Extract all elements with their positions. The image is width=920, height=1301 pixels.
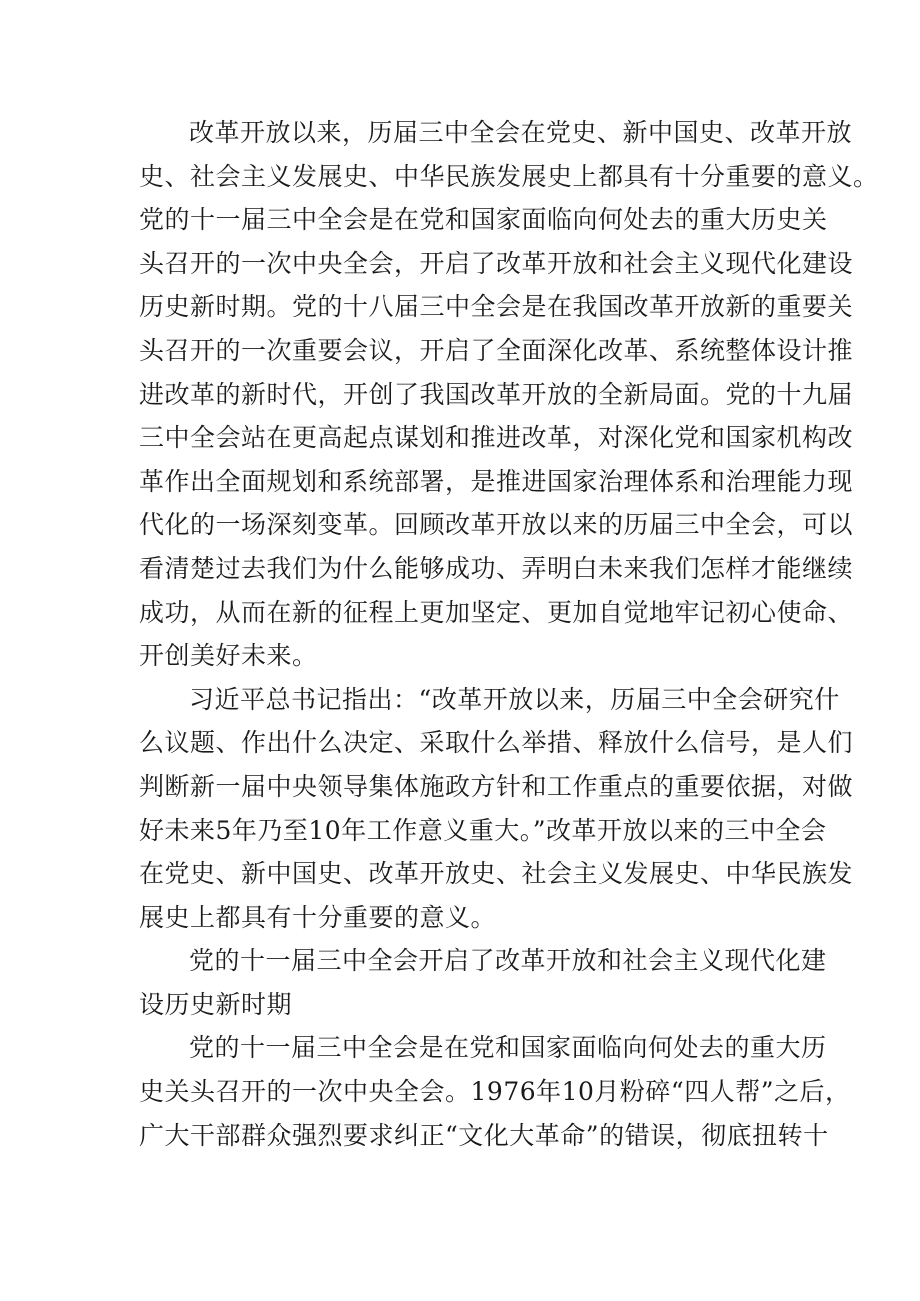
paragraph-1-line: 头召开的一次重要会议，开启了全面深化改革、系统整体设计推 [139,335,854,365]
paragraph-2-line: 判断新一届中央领导集体施政方针和工作重点的重要依据，对做 [139,771,854,801]
paragraph-3-line: 广大干部群众强烈要求纠正“文化大革命”的错误，彻底扭转十 [139,1120,829,1150]
paragraph-1-line: 三中全会站在更高起点谋划和推进改革，对深化党和国家机构改 [139,423,854,453]
paragraph-2-line: 展史上都具有十分重要的意义。 [139,902,497,932]
paragraph-2-line: 习近平总书记指出：“改革开放以来，历届三中全会研究什 [189,684,840,714]
paragraph-1-line: 改革开放以来，历届三中全会在党史、新中国史、改革开放 [189,118,853,147]
paragraph-1-line: 成功，从而在新的征程上更加坚定、更加自觉地牢记初心使命、 [139,597,854,627]
paragraph-1-line: 史、社会主义发展史、中华民族发展史上都具有十分重要的意义。 [139,161,879,191]
paragraph-1-line: 进改革的新时代，开创了我国改革开放的全新局面。党的十九届 [139,379,854,409]
paragraph-1-line: 代化的一场深刻变革。回顾改革开放以来的历届三中全会，可以 [139,510,854,540]
section-heading-line: 党的十一届三中全会开启了改革开放和社会主义现代化建 [189,946,827,976]
paragraph-1-line: 看清楚过去我们为什么能够成功、弄明白未来我们怎样才能继续 [139,553,854,583]
section-heading-line: 设历史新时期 [139,989,293,1019]
paragraph-3-line: 党的十一届三中全会是在党和国家面临向何处去的重大历 [189,1033,827,1063]
paragraph-1-line: 革作出全面规划和系统部署，是推进国家治理体系和治理能力现 [139,466,854,496]
paragraph-1-line: 党的十一届三中全会是在党和国家面临向何处去的重大历史关 [139,205,828,235]
paragraph-2-line: 好未来5年乃至10年工作意义重大。”改革开放以来的三中全会 [139,815,827,845]
paragraph-2-line: 在党史、新中国史、改革开放史、社会主义发展史、中华民族发 [139,859,854,889]
paragraph-3-line: 史关头召开的一次中央全会。1976年10月粉碎“四人帮”之后， [139,1077,851,1107]
paragraph-2-line: 么议题、作出什么决定、采取什么举措、释放什么信号，是人们 [139,728,854,758]
paragraph-1-line: 历史新时期。党的十八届三中全会是在我国改革开放新的重要关 [139,292,854,322]
paragraph-1-line: 开创美好未来。 [139,641,318,671]
document-body [139,111,879,1157]
paragraph-1-line: 头召开的一次中央全会，开启了改革开放和社会主义现代化建设 [139,248,854,278]
